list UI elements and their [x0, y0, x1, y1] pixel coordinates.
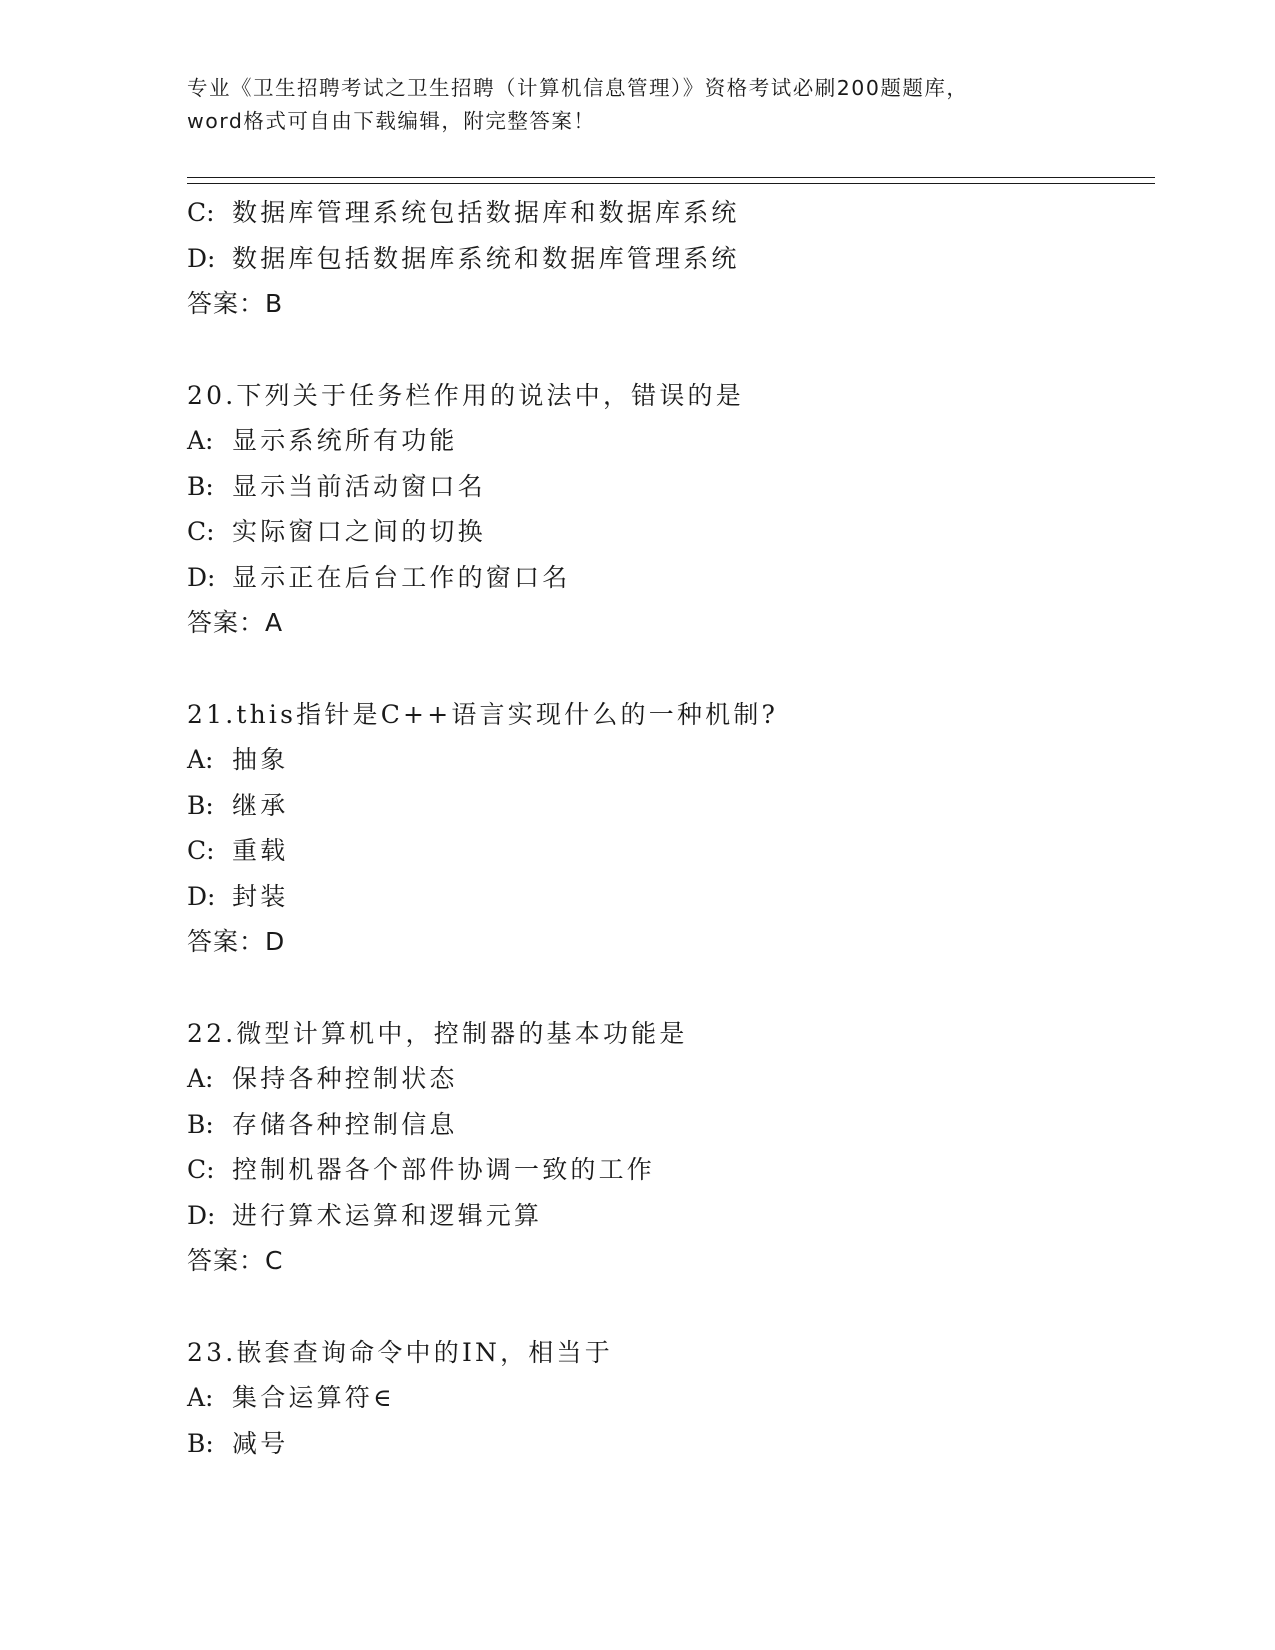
question-stem: 22.微型计算机中，控制器的基本功能是	[187, 1018, 688, 1048]
option-line	[187, 737, 1155, 783]
answer-line: 答案：B	[187, 289, 284, 318]
option-text: 存储各种控制信息	[232, 1109, 458, 1139]
option-line	[187, 509, 1155, 555]
option-line	[187, 1102, 1155, 1148]
option-text: 减号	[232, 1428, 289, 1458]
option-key: D:	[187, 881, 216, 911]
option-line	[187, 1421, 1155, 1467]
header-line-2: word格式可自由下载编辑，附完整答案！	[187, 109, 596, 133]
option-key: D:	[187, 243, 216, 273]
option-key: B:	[187, 790, 214, 820]
question-stem: 20.下列关于任务栏作用的说法中，错误的是	[187, 380, 744, 410]
option-key: B:	[187, 1109, 214, 1139]
option-text: 进行算术运算和逻辑元算	[232, 1200, 543, 1230]
question-21	[187, 692, 1155, 965]
option-text: 显示正在后台工作的窗口名	[232, 562, 571, 592]
option-line	[187, 190, 1155, 236]
option-text: 保持各种控制状态	[232, 1064, 458, 1093]
option-text: 数据库包括数据库系统和数据库管理系统	[232, 243, 740, 273]
option-line	[187, 236, 1155, 282]
option-text: 继承	[232, 790, 289, 820]
option-line	[187, 1056, 1155, 1102]
spacer	[187, 327, 1155, 373]
option-text: 集合运算符∈	[232, 1383, 395, 1412]
option-text: 封装	[232, 881, 289, 911]
option-key: C:	[187, 836, 215, 865]
option-text: 实际窗口之间的切换	[232, 517, 486, 546]
option-line	[187, 464, 1155, 510]
spacer	[187, 646, 1155, 692]
option-line	[187, 874, 1155, 920]
question-stem: 21.this指针是C++语言实现什么的一种机制?	[187, 699, 779, 729]
answer-line: 答案：D	[187, 927, 286, 956]
option-key: B:	[187, 1428, 214, 1458]
option-line	[187, 555, 1155, 601]
option-text: 抽象	[232, 745, 289, 774]
option-key: A:	[187, 426, 214, 455]
option-key: C:	[187, 517, 215, 546]
answer-line: 答案：A	[187, 608, 284, 637]
option-key: C:	[187, 198, 215, 227]
prev-question	[187, 190, 1155, 327]
header-line-1: 专业《卫生招聘考试之卫生招聘（计算机信息管理）》资格考试必刷200题题库，	[187, 76, 969, 100]
option-text: 显示当前活动窗口名	[232, 471, 486, 501]
question-list	[187, 190, 1155, 1466]
option-line	[187, 418, 1155, 464]
option-text: 控制机器各个部件协调一致的工作	[232, 1155, 656, 1184]
spacer	[187, 1284, 1155, 1330]
option-key: D:	[187, 562, 216, 592]
option-line	[187, 1147, 1155, 1193]
question-23	[187, 1330, 1155, 1467]
option-line	[187, 783, 1155, 829]
document-header	[187, 72, 1087, 138]
option-text: 重载	[232, 836, 289, 865]
question-22	[187, 1011, 1155, 1284]
option-key: A:	[187, 1064, 214, 1093]
option-key: A:	[187, 1383, 214, 1412]
option-line	[187, 1375, 1155, 1421]
option-key: D:	[187, 1200, 216, 1230]
option-line	[187, 1193, 1155, 1239]
option-key: B:	[187, 471, 214, 501]
question-20	[187, 373, 1155, 646]
question-stem: 23.嵌套查询命令中的IN，相当于	[187, 1337, 613, 1367]
option-text: 数据库管理系统包括数据库和数据库系统	[232, 198, 740, 227]
spacer	[187, 965, 1155, 1011]
option-text: 显示系统所有功能	[232, 426, 458, 455]
option-line	[187, 828, 1155, 874]
answer-line: 答案：C	[187, 1246, 284, 1275]
option-key: C:	[187, 1155, 215, 1184]
header-divider-top	[187, 177, 1155, 178]
header-divider-bottom	[187, 183, 1155, 184]
option-key: A:	[187, 745, 214, 774]
